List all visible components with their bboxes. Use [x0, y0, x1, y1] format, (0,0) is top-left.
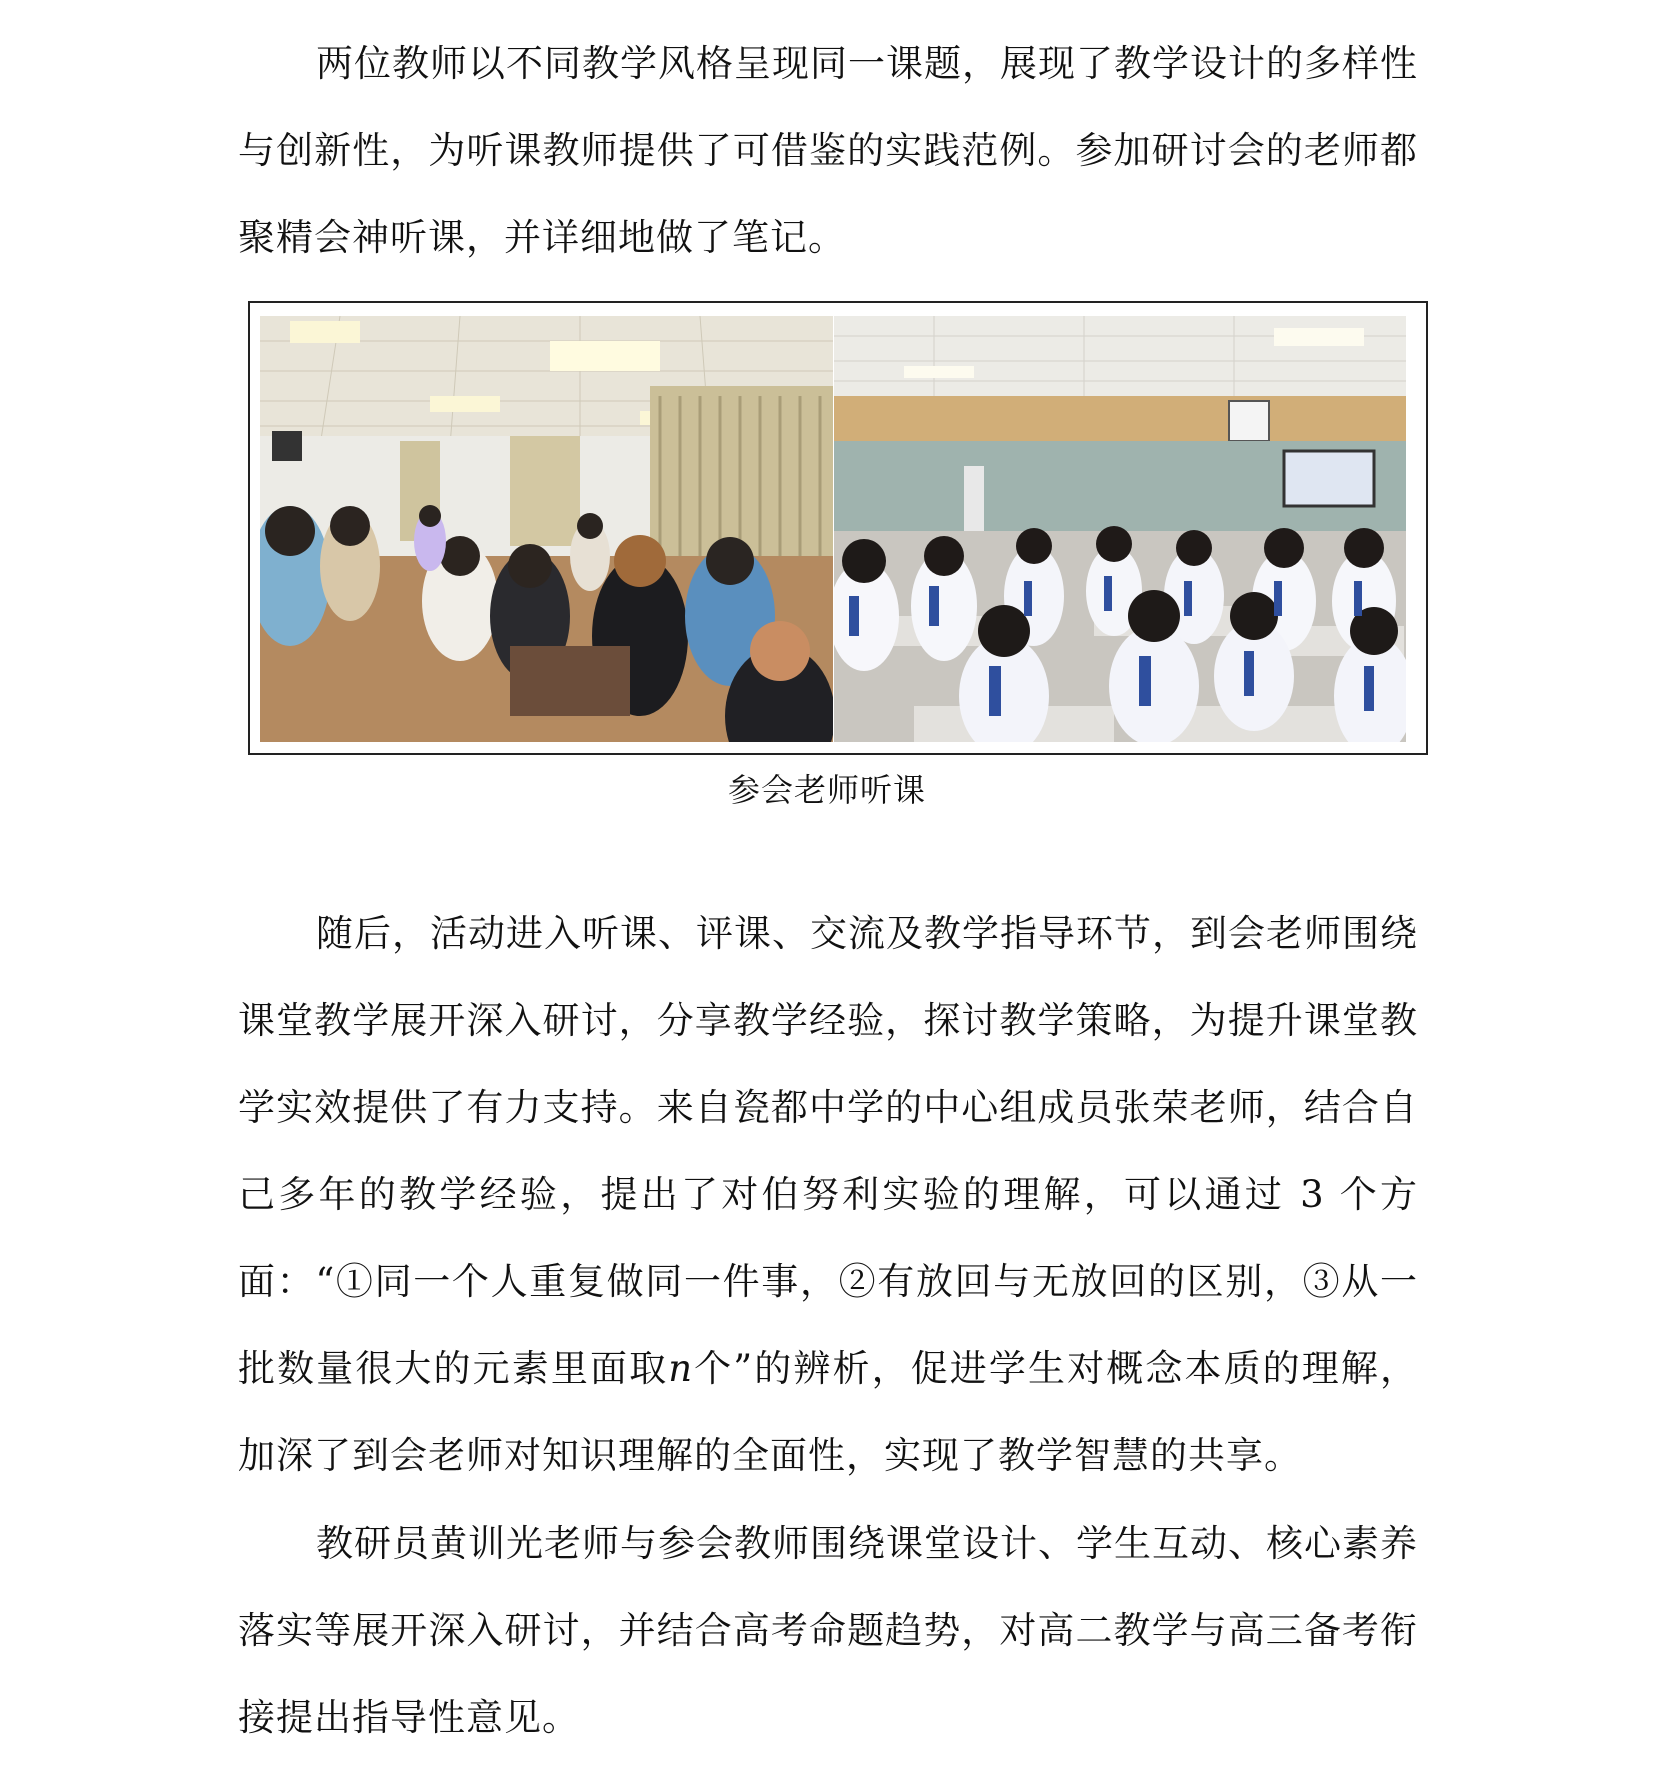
math-variable-n: n: [668, 1347, 694, 1390]
paragraph-3-text: 教研员黄训光老师与参会教师围绕课堂设计、学生互动、核心素养落实等展开深入研讨，并结合高考命题趋势，对高二教学与高三备考衔接提出指导性意见。: [238, 1522, 1418, 1739]
figure-caption: 参会老师听课: [727, 771, 926, 809]
paragraph-1: [238, 20, 1418, 281]
paragraph-1-text: 两位教师以不同教学风格呈现同一课题，展现了教学设计的多样性与创新性，为听课教师提供了可借鉴的实践范例。参加研讨会的老师都聚精会神听课，并详细地做了笔记。: [238, 42, 1418, 259]
photo-figure: [248, 301, 1428, 755]
paragraph-3: [238, 1500, 1418, 1761]
paragraph-2: [238, 890, 1418, 1499]
students-classroom-photo: [834, 316, 1406, 742]
teachers-listening-photo: [260, 316, 833, 742]
paragraph-2-text-after: 个”的辨析，促进学生对概念本质的理解，加深了到会老师对知识理解的全面性，实现了教学智慧的共享。: [238, 1347, 1418, 1477]
paragraph-2-text-before: 随后，活动进入听课、评课、交流及教学指导环节，到会老师围绕课堂教学展开深入研讨，分享教学经验，探讨教学策略，为提升课堂教学实效提供了有力支持。来自瓷都中学的中心组成员张荣老师，结合自己多年的教学经验，提出了对伯努利实验的理解，可以通过 3 个方面：“①同一个人重复做同一件事，②有放回与无放回的区别，③从一批数量很大的元素里面取: [238, 912, 1418, 1390]
